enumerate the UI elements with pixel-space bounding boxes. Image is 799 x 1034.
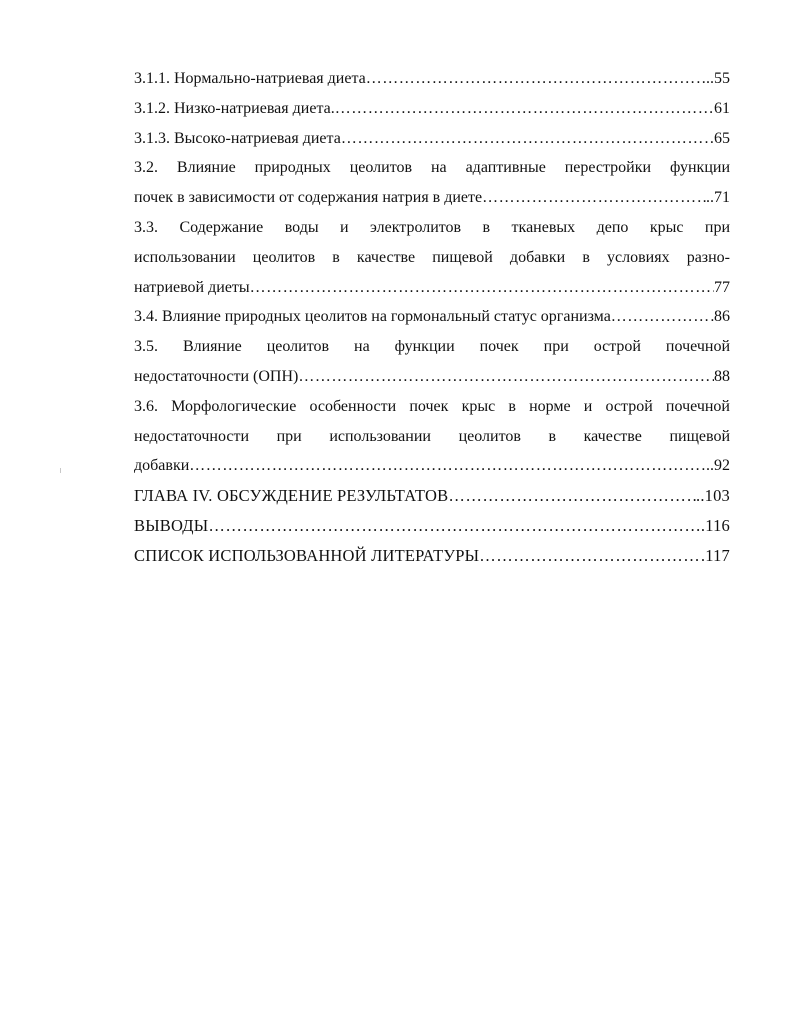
- toc-line: [134, 362, 730, 392]
- toc-entry-3-6[interactable]: [134, 392, 730, 481]
- toc-page-number: 61: [714, 99, 730, 117]
- toc-entry-title-line-1: 3.2. Влияние природных цеолитов на адаптивные перестройки функции: [134, 159, 730, 177]
- dot-leader: [208, 511, 701, 541]
- toc-page-number: 88: [714, 367, 730, 385]
- toc-line: [134, 481, 730, 511]
- toc-entry-conclusions[interactable]: [134, 511, 730, 541]
- toc-entry-title-line-1: 3.6. Морфологические особенности почек крыс в норме и острой почечной: [134, 397, 730, 415]
- toc-line: [134, 64, 730, 94]
- toc-entry-title-line-1: 3.3. Содержание воды и электролитов в тканевых депо крыс при: [134, 218, 730, 236]
- toc-entry-title-line-2: почек в зависимости от содержания натрия в диете: [134, 189, 483, 207]
- toc-entry-3-5[interactable]: [134, 332, 730, 392]
- toc-line: [134, 451, 730, 481]
- dot-leader: [366, 64, 706, 94]
- toc-line: [134, 511, 730, 541]
- toc-entry-3-1-1[interactable]: [134, 64, 730, 94]
- table-of-contents: [134, 64, 730, 571]
- toc-entry-title: ВЫВОДЫ: [134, 515, 209, 535]
- dot-leader: [250, 273, 714, 303]
- dot-leader: [298, 362, 714, 392]
- toc-entry-3-3[interactable]: [134, 213, 730, 302]
- toc-entry-title: ГЛАВА IV. ОБСУЖДЕНИЕ РЕЗУЛЬТАТОВ: [134, 486, 449, 506]
- dot-leader: [335, 94, 714, 124]
- toc-page-number: ..103: [696, 486, 730, 506]
- toc-line: [134, 302, 730, 332]
- toc-line: [134, 273, 730, 303]
- toc-entry-title-line-2: недостаточности при использовании цеолитов в качестве пищевой: [134, 427, 730, 445]
- toc-page-number: 77: [714, 278, 730, 296]
- toc-entry-references[interactable]: [134, 541, 730, 571]
- scan-artifact-mark: [60, 468, 61, 473]
- toc-page-number: 65: [714, 129, 730, 147]
- toc-entry-title-line-3: натриевой диеты: [134, 278, 250, 296]
- dot-leader: [479, 541, 705, 571]
- toc-line: [134, 183, 730, 213]
- toc-page-number: ..55: [706, 70, 730, 87]
- toc-line: [134, 541, 730, 571]
- toc-page-number: .116: [700, 515, 730, 535]
- toc-entry-title-line-3: добавки: [134, 457, 190, 475]
- toc-entry-3-2[interactable]: [134, 153, 730, 213]
- dot-leader: [611, 302, 714, 332]
- toc-page-number: ..71: [706, 189, 730, 207]
- dot-leader: [341, 124, 714, 154]
- toc-entry-title: СПИСОК ИСПОЛЬЗОВАННОЙ ЛИТЕРАТУРЫ: [134, 545, 480, 565]
- toc-line: [134, 124, 730, 154]
- toc-entry-title: 3.1.3. Высоко-натриевая диета: [134, 129, 341, 147]
- toc-entry-title-line-1: 3.5. Влияние цеолитов на функции почек при острой почечной: [134, 338, 730, 356]
- toc-page-number: 86: [714, 308, 730, 326]
- dot-leader: [189, 451, 706, 481]
- toc-entry-3-1-3[interactable]: [134, 124, 730, 154]
- toc-entry-title: 3.4. Влияние природных цеолитов на гормональный статус организма: [134, 308, 611, 326]
- toc-page-number: 117: [705, 545, 730, 565]
- toc-entry-title: 3.1.1. Нормально-натриевая диета: [134, 70, 366, 87]
- toc-entry-3-4[interactable]: [134, 302, 730, 332]
- toc-entry-3-1-2[interactable]: [134, 94, 730, 124]
- dot-leader: [448, 481, 696, 511]
- toc-page-number: ..92: [706, 457, 730, 475]
- toc-entry-title-line-2: недостаточности (ОПН): [134, 367, 299, 385]
- toc-entry-title-line-2: использовании цеолитов в качестве пищевой добавки в условиях разно-: [134, 248, 730, 266]
- dot-leader: [482, 183, 706, 213]
- toc-line: [134, 94, 730, 124]
- toc-entry-chapter-4[interactable]: [134, 481, 730, 511]
- toc-entry-title: 3.1.2. Низко-натриевая диета.: [134, 99, 335, 117]
